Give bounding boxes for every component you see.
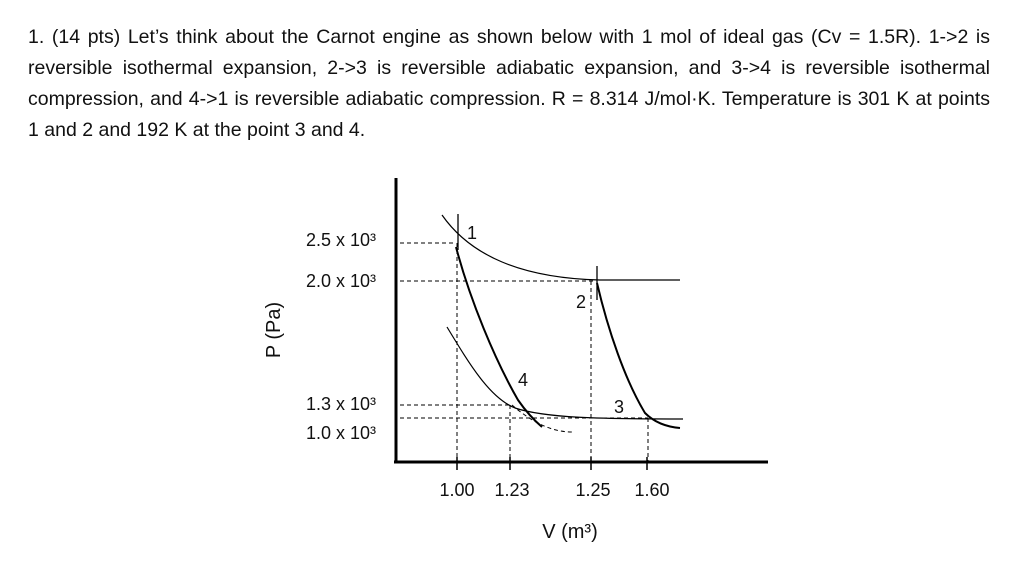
adiabat-2-3 — [597, 283, 680, 428]
x-tick-label: 1.25 — [575, 480, 611, 500]
y-tick-label: 2.0 x 10³ — [306, 271, 377, 291]
point-label: 4 — [518, 370, 529, 390]
problem-text: 1. (14 pts) Let’s think about the Carnot engine as shown below with 1 mol of ideal gas (Cv = 1.5R). 1->2 is reversible isothermal expansion, 2->3 is reversible adiabatic expansion, and 3->4 is reversible isothermal compression, and 4->1 is reversible adiabatic compression. R = 8.314 J/mol·K. Temperature is 301 K at points 1 and 2 and 192 K at the point 3 and 4. — [28, 26, 990, 141]
isotherm-hot — [442, 215, 680, 280]
y-tick-label: 2.5 x 10³ — [306, 230, 377, 250]
x-tick-label: 1.00 — [439, 480, 475, 500]
x-axis-title: V (m³) — [542, 521, 598, 543]
adiabat-4-1 — [456, 247, 542, 427]
y-tick-label: 1.3 x 10³ — [306, 394, 377, 414]
x-tick-label: 1.23 — [494, 480, 530, 500]
point-label: 2 — [576, 292, 587, 312]
y-tick-label: 1.0 x 10³ — [306, 423, 377, 443]
isotherm-cold — [447, 327, 683, 419]
point-label: 1 — [467, 223, 478, 243]
point-label: 3 — [614, 397, 625, 417]
x-tick-label: 1.60 — [634, 480, 670, 500]
y-axis-title: P (Pa) — [263, 301, 285, 359]
